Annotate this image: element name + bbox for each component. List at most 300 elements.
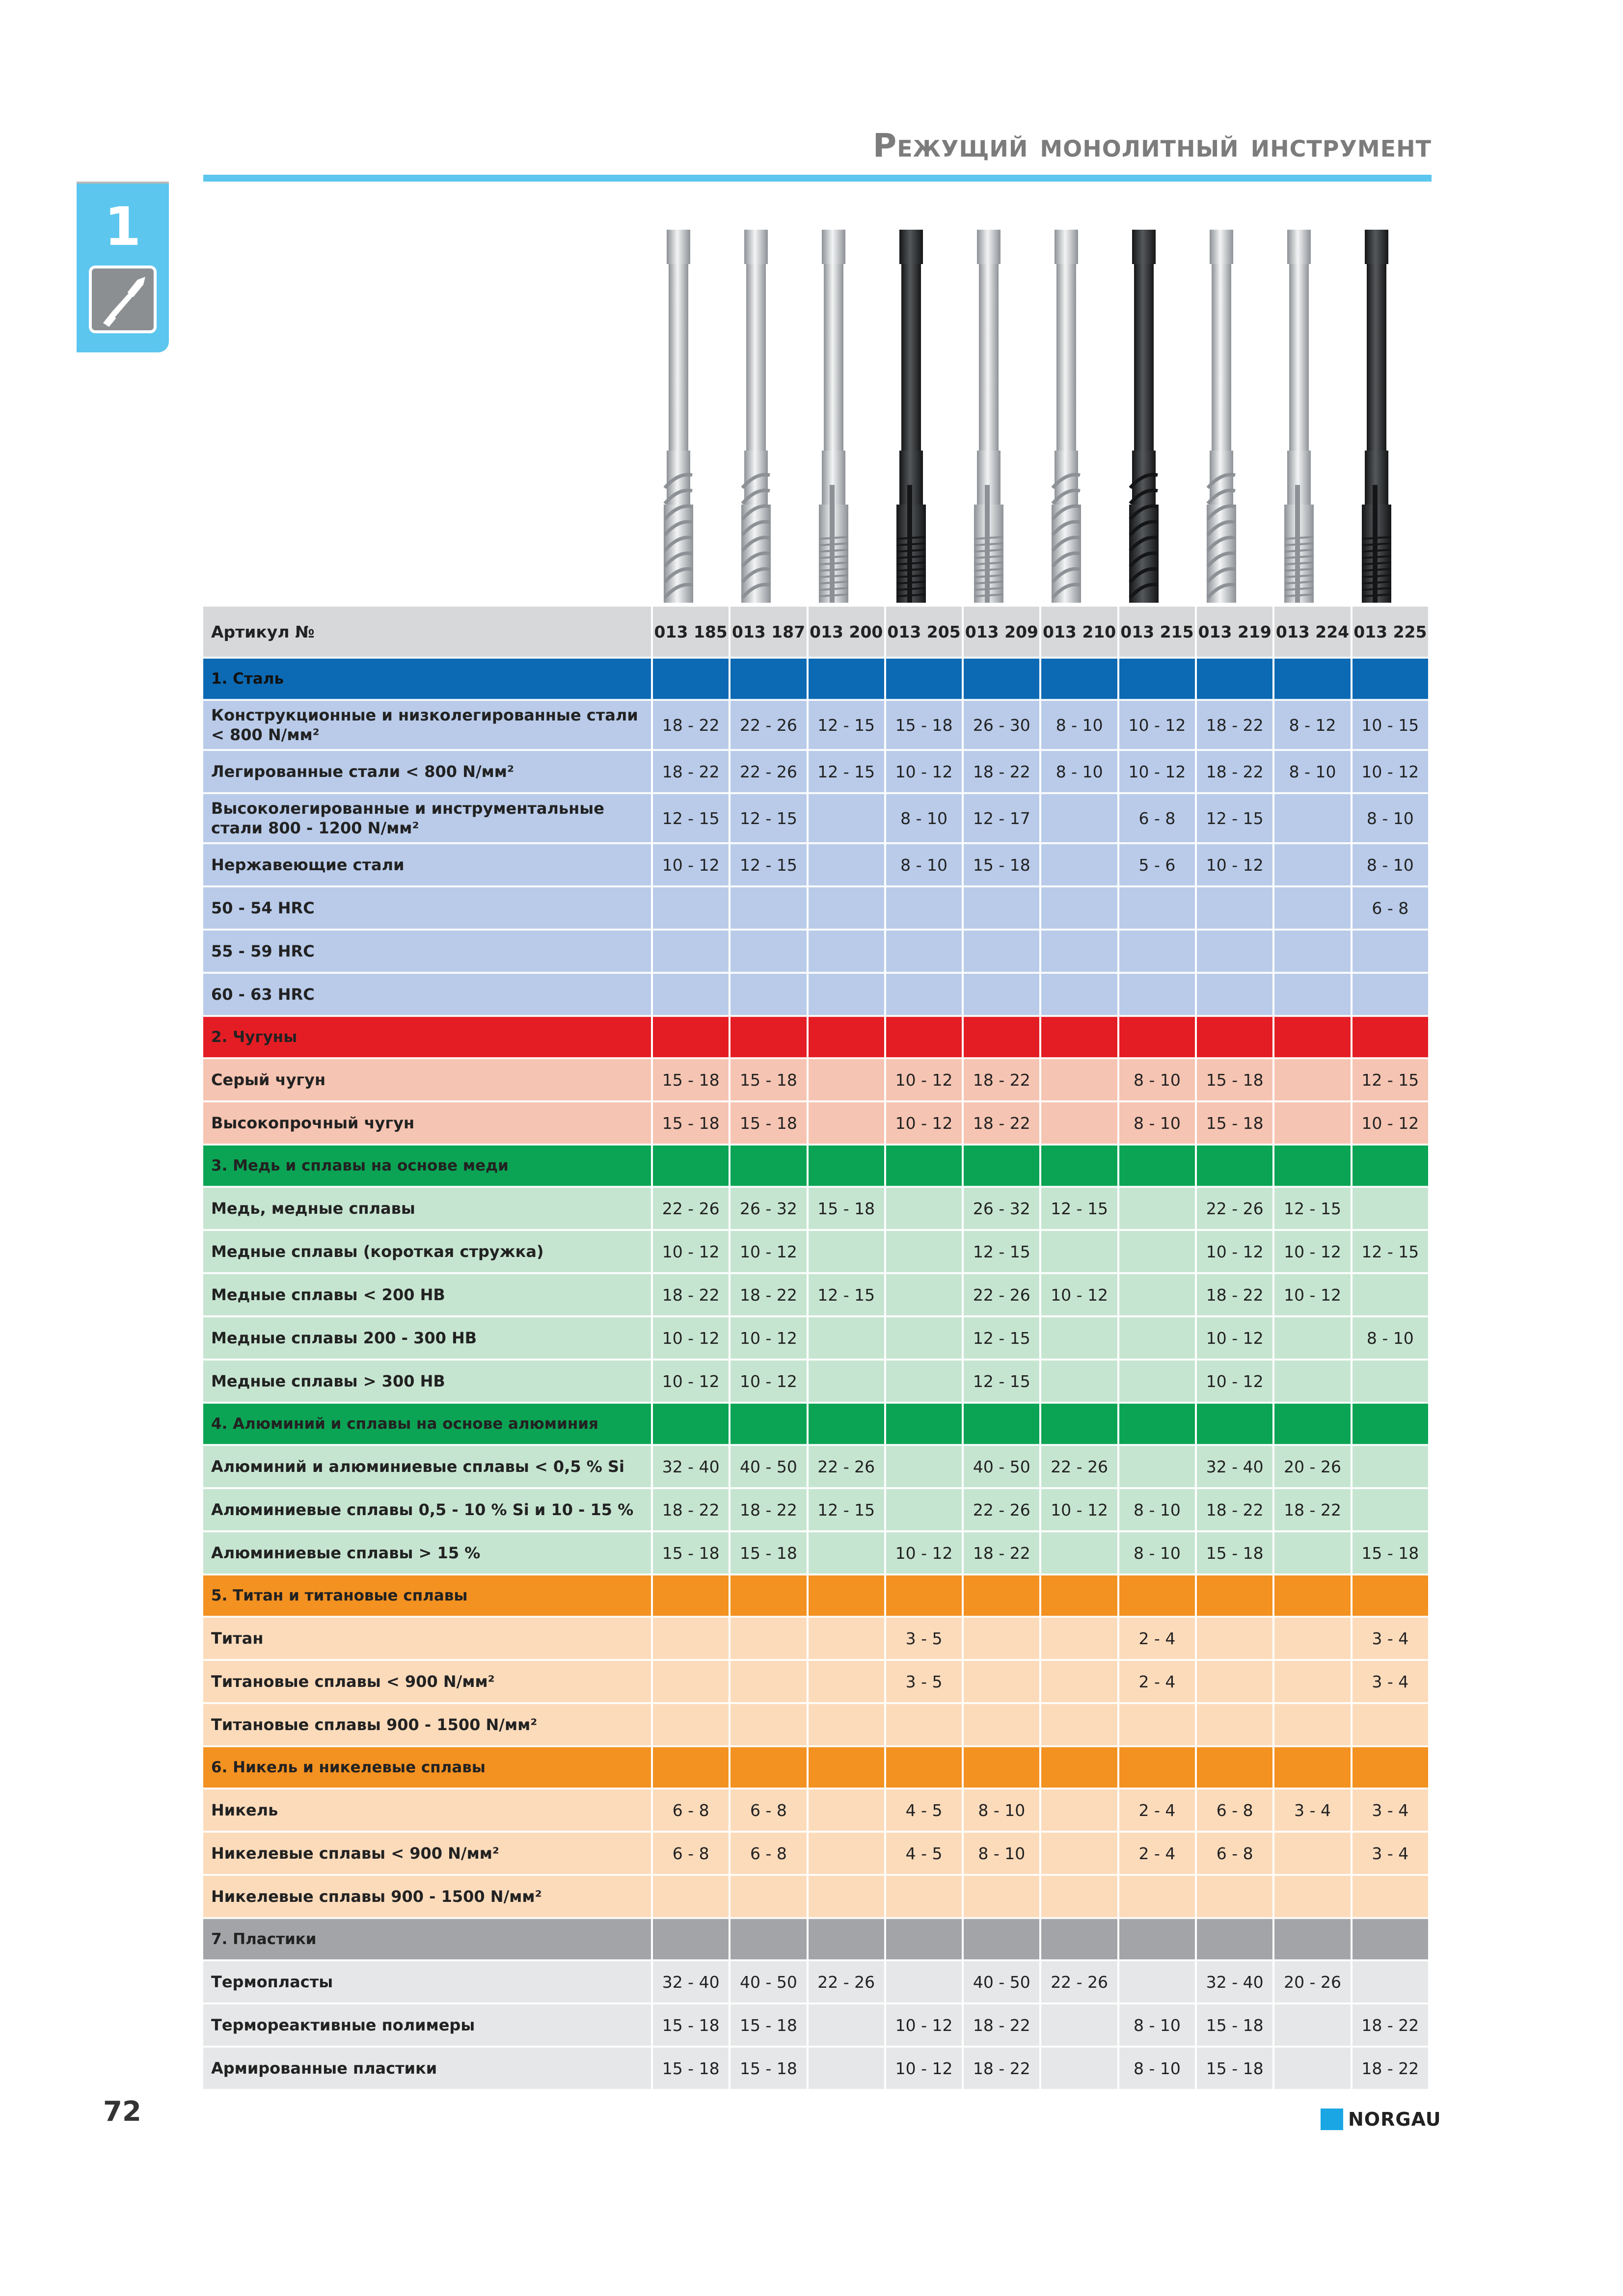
speed-value — [1118, 1187, 1196, 1230]
speed-value — [1273, 1058, 1351, 1101]
category-cell — [1196, 1918, 1273, 1960]
category-cell — [963, 1403, 1040, 1445]
speed-value — [963, 1875, 1040, 1918]
speed-value: 22 - 26 — [730, 750, 807, 793]
speed-value: 15 - 18 — [1196, 1101, 1273, 1145]
speed-value — [1040, 886, 1118, 930]
speed-value: 22 - 26 — [730, 700, 807, 750]
speed-value: 4 - 5 — [885, 1789, 963, 1832]
speed-value — [1040, 793, 1118, 843]
speed-value: 18 - 22 — [1196, 1273, 1273, 1316]
speed-value: 22 - 26 — [963, 1488, 1040, 1531]
tool-images — [655, 230, 1430, 603]
speed-value — [1040, 1832, 1118, 1875]
category-row — [203, 1746, 1429, 1789]
article-code: 013 215 — [1118, 607, 1196, 658]
speed-value: 32 - 40 — [1196, 1960, 1273, 2003]
speed-value: 10 - 12 — [1040, 1273, 1118, 1316]
speed-value — [1040, 1360, 1118, 1403]
speed-value: 3 - 4 — [1352, 1789, 1429, 1832]
tap-tool-image — [1280, 230, 1318, 603]
speed-value — [1040, 973, 1118, 1016]
speed-value — [1196, 886, 1273, 930]
speed-value — [1352, 973, 1429, 1016]
speed-value — [1040, 2003, 1118, 2047]
speed-value: 12 - 15 — [1040, 1187, 1118, 1230]
speed-value — [808, 793, 885, 843]
speed-value — [1118, 1703, 1196, 1746]
speed-value — [885, 1960, 963, 2003]
speed-value: 6 - 8 — [1118, 793, 1196, 843]
speed-value: 18 - 22 — [652, 700, 730, 750]
table-row — [203, 1875, 1429, 1918]
speed-value — [1352, 1960, 1429, 2003]
speed-value: 32 - 40 — [1196, 1445, 1273, 1488]
article-code: 013 200 — [808, 607, 885, 658]
speed-value: 22 - 26 — [1040, 1445, 1118, 1488]
category-cell — [1273, 658, 1351, 700]
category-cell — [885, 1918, 963, 1960]
speed-value — [1273, 1360, 1351, 1403]
speed-value: 12 - 15 — [1352, 1230, 1429, 1273]
speed-value — [652, 973, 730, 1016]
category-cell — [1118, 658, 1196, 700]
category-cell — [1118, 1145, 1196, 1187]
speed-value: 2 - 4 — [1118, 1832, 1196, 1875]
speed-value: 12 - 15 — [808, 700, 885, 750]
category-cell — [1118, 1746, 1196, 1789]
article-code: 013 209 — [963, 607, 1040, 658]
table-row — [203, 1703, 1429, 1746]
category-cell — [885, 1403, 963, 1445]
speed-value: 15 - 18 — [885, 700, 963, 750]
table-row — [203, 1660, 1429, 1703]
speed-value: 2 - 4 — [1118, 1660, 1196, 1703]
speed-value — [808, 1058, 885, 1101]
speed-value: 20 - 26 — [1273, 1960, 1351, 2003]
speed-value — [808, 2003, 885, 2047]
speed-value: 18 - 22 — [963, 2047, 1040, 2090]
tap-tool-image — [1125, 230, 1163, 603]
category-cell — [885, 1575, 963, 1617]
speed-value — [1273, 2047, 1351, 2090]
category-cell — [1352, 1746, 1429, 1789]
speed-value: 10 - 12 — [1118, 750, 1196, 793]
category-cell — [1040, 1746, 1118, 1789]
speed-value — [652, 1660, 730, 1703]
speed-value: 22 - 26 — [808, 1960, 885, 2003]
speed-value — [1040, 1875, 1118, 1918]
category-cell — [1352, 1918, 1429, 1960]
table-row — [203, 1445, 1429, 1488]
speed-value — [1352, 1360, 1429, 1403]
speed-value — [963, 930, 1040, 973]
speed-value — [1040, 843, 1118, 886]
speed-value — [808, 1660, 885, 1703]
speed-value: 15 - 18 — [652, 2003, 730, 2047]
tap-tool-image — [893, 230, 930, 603]
category-cell — [808, 1746, 885, 1789]
tap-tool-image — [970, 230, 1007, 603]
category-title: 6. Никель и никелевые сплавы — [203, 1746, 652, 1789]
speed-value: 12 - 15 — [808, 1273, 885, 1316]
speed-value: 8 - 10 — [1352, 1316, 1429, 1360]
speed-value: 15 - 18 — [652, 2047, 730, 2090]
material-label: 55 - 59 HRC — [203, 930, 652, 973]
material-label: Термопласты — [203, 1960, 652, 2003]
speed-value — [652, 1617, 730, 1660]
speed-value — [808, 930, 885, 973]
speed-value — [1273, 793, 1351, 843]
category-cell — [885, 1746, 963, 1789]
speed-value — [1273, 1101, 1351, 1145]
category-cell — [963, 1575, 1040, 1617]
speed-value: 10 - 15 — [1352, 700, 1429, 750]
brand-logo — [1321, 2109, 1441, 2130]
speed-value: 22 - 26 — [652, 1187, 730, 1230]
material-label: Никель — [203, 1789, 652, 1832]
speed-value: 8 - 10 — [1118, 1531, 1196, 1575]
category-cell — [1196, 1746, 1273, 1789]
speed-value — [652, 886, 730, 930]
category-cell — [1040, 1145, 1118, 1187]
category-cell — [1352, 1575, 1429, 1617]
speed-value: 15 - 18 — [652, 1058, 730, 1101]
speed-value — [885, 1360, 963, 1403]
speed-value: 10 - 12 — [1040, 1488, 1118, 1531]
speed-value — [652, 1875, 730, 1918]
speed-value — [1040, 1617, 1118, 1660]
speed-value — [963, 973, 1040, 1016]
speed-value: 18 - 22 — [963, 750, 1040, 793]
category-cell — [1352, 1403, 1429, 1445]
speed-value — [1040, 1101, 1118, 1145]
table-row — [203, 1316, 1429, 1360]
speed-value: 8 - 10 — [1118, 2003, 1196, 2047]
speed-value: 10 - 12 — [885, 1531, 963, 1575]
category-cell — [885, 658, 963, 700]
speed-value — [808, 1789, 885, 1832]
speed-value: 18 - 22 — [963, 1101, 1040, 1145]
speed-value — [1040, 2047, 1118, 2090]
speed-value — [1118, 1316, 1196, 1360]
speed-value: 18 - 22 — [1196, 700, 1273, 750]
category-cell — [652, 1145, 730, 1187]
speed-value: 22 - 26 — [1196, 1187, 1273, 1230]
category-cell — [1040, 1575, 1118, 1617]
category-cell — [808, 1575, 885, 1617]
material-label: Армированные пластики — [203, 2047, 652, 2090]
speed-value: 15 - 18 — [730, 1101, 807, 1145]
page-number: 72 — [103, 2096, 141, 2128]
material-label: Никелевые сплавы < 900 N/мм² — [203, 1832, 652, 1875]
speed-value: 10 - 12 — [652, 1230, 730, 1273]
speed-value — [1273, 1660, 1351, 1703]
category-cell — [1273, 1145, 1351, 1187]
speed-value: 15 - 18 — [963, 843, 1040, 886]
category-cell — [808, 1403, 885, 1445]
article-code: 013 205 — [885, 607, 963, 658]
speed-value: 10 - 12 — [1352, 750, 1429, 793]
speed-value — [730, 1703, 807, 1746]
cutting-speed-table — [203, 607, 1430, 2091]
speed-value — [1196, 973, 1273, 1016]
table-row — [203, 1230, 1429, 1273]
category-title: 2. Чугуны — [203, 1016, 652, 1058]
speed-value — [963, 886, 1040, 930]
material-label: Медные сплавы < 200 HB — [203, 1273, 652, 1316]
speed-value — [1352, 1445, 1429, 1488]
drill-icon — [88, 265, 157, 334]
speed-value — [1040, 1531, 1118, 1575]
speed-value: 3 - 4 — [1352, 1660, 1429, 1703]
speed-value — [963, 1660, 1040, 1703]
speed-value — [885, 973, 963, 1016]
speed-value: 3 - 4 — [1273, 1789, 1351, 1832]
category-row — [203, 1016, 1429, 1058]
material-label: Высоколегированные и инструментальные стали 800 - 1200 N/мм² — [203, 793, 652, 843]
speed-value — [652, 1703, 730, 1746]
speed-value: 8 - 10 — [885, 843, 963, 886]
category-cell — [1118, 1575, 1196, 1617]
speed-value: 5 - 6 — [1118, 843, 1196, 886]
speed-value: 10 - 12 — [652, 843, 730, 886]
speed-value: 10 - 12 — [652, 1316, 730, 1360]
speed-value: 18 - 22 — [1196, 750, 1273, 793]
speed-value: 26 - 32 — [963, 1187, 1040, 1230]
category-row — [203, 1918, 1429, 1960]
speed-value: 8 - 10 — [963, 1789, 1040, 1832]
speed-value: 10 - 12 — [885, 1058, 963, 1101]
material-label: Медные сплавы > 300 HB — [203, 1360, 652, 1403]
speed-value: 40 - 50 — [730, 1960, 807, 2003]
category-cell — [963, 1145, 1040, 1187]
brand-square-icon — [1321, 2109, 1343, 2130]
category-cell — [1273, 1575, 1351, 1617]
speed-value — [1352, 930, 1429, 973]
speed-value: 6 - 8 — [1196, 1832, 1273, 1875]
speed-value — [1273, 843, 1351, 886]
speed-value — [730, 973, 807, 1016]
speed-value — [1352, 1187, 1429, 1230]
speed-value — [885, 886, 963, 930]
speed-value: 40 - 50 — [963, 1445, 1040, 1488]
speed-value — [1273, 1531, 1351, 1575]
table-row — [203, 2047, 1429, 2090]
article-code: 013 185 — [652, 607, 730, 658]
tap-tool-image — [1048, 230, 1085, 603]
table-row — [203, 1187, 1429, 1230]
speed-value: 18 - 22 — [1352, 2003, 1429, 2047]
speed-value — [1273, 2003, 1351, 2047]
header-rule — [203, 175, 1432, 182]
category-cell — [730, 658, 807, 700]
speed-value: 8 - 10 — [1118, 1488, 1196, 1531]
speed-value: 8 - 10 — [963, 1832, 1040, 1875]
category-title: 7. Пластики — [203, 1918, 652, 1960]
category-title: 5. Титан и титановые сплавы — [203, 1575, 652, 1617]
speed-value: 8 - 10 — [885, 793, 963, 843]
speed-value — [730, 1660, 807, 1703]
speed-value: 8 - 10 — [1040, 700, 1118, 750]
category-cell — [963, 1918, 1040, 1960]
speed-value — [1273, 886, 1351, 930]
speed-value: 18 - 22 — [730, 1273, 807, 1316]
speed-value: 20 - 26 — [1273, 1445, 1351, 1488]
category-cell — [963, 1746, 1040, 1789]
speed-value — [1273, 1617, 1351, 1660]
speed-value: 6 - 8 — [730, 1789, 807, 1832]
speed-value — [1118, 1445, 1196, 1488]
category-cell — [808, 1145, 885, 1187]
speed-value: 15 - 18 — [730, 1058, 807, 1101]
speed-value: 3 - 5 — [885, 1617, 963, 1660]
speed-value: 8 - 10 — [1118, 1101, 1196, 1145]
speed-value: 12 - 15 — [1273, 1187, 1351, 1230]
table-row — [203, 1789, 1429, 1832]
category-cell — [1273, 1918, 1351, 1960]
speed-value — [1352, 1703, 1429, 1746]
tap-tool-image — [815, 230, 852, 603]
table-row — [203, 1832, 1429, 1875]
speed-value: 10 - 12 — [730, 1230, 807, 1273]
speed-value: 32 - 40 — [652, 1445, 730, 1488]
category-cell — [730, 1918, 807, 1960]
material-label: 60 - 63 HRC — [203, 973, 652, 1016]
speed-value — [1273, 1703, 1351, 1746]
speed-value: 26 - 30 — [963, 700, 1040, 750]
speed-value: 3 - 4 — [1352, 1617, 1429, 1660]
tap-tool-image — [660, 230, 697, 603]
speed-value: 6 - 8 — [1196, 1789, 1273, 1832]
speed-value — [1118, 1273, 1196, 1316]
speed-value — [808, 886, 885, 930]
speed-value: 15 - 18 — [652, 1531, 730, 1575]
speed-value: 15 - 18 — [1196, 1058, 1273, 1101]
category-cell — [1273, 1746, 1351, 1789]
category-cell — [808, 658, 885, 700]
speed-value: 10 - 12 — [730, 1360, 807, 1403]
category-cell — [1040, 1918, 1118, 1960]
speed-value: 3 - 5 — [885, 1660, 963, 1703]
speed-value: 18 - 22 — [963, 1058, 1040, 1101]
speed-value — [808, 1875, 885, 1918]
category-cell — [1040, 1403, 1118, 1445]
speed-value — [808, 973, 885, 1016]
speed-value: 22 - 26 — [808, 1445, 885, 1488]
speed-value — [1352, 1273, 1429, 1316]
material-label: Высокопрочный чугун — [203, 1101, 652, 1145]
speed-value — [885, 1703, 963, 1746]
speed-value: 10 - 12 — [730, 1316, 807, 1360]
speed-value — [1273, 973, 1351, 1016]
material-label: Алюминиевые сплавы > 15 % — [203, 1531, 652, 1575]
speed-value — [1118, 930, 1196, 973]
speed-value: 12 - 15 — [808, 750, 885, 793]
speed-value: 10 - 12 — [1273, 1230, 1351, 1273]
category-cell — [652, 1403, 730, 1445]
speed-value — [1273, 1832, 1351, 1875]
speed-value: 10 - 12 — [1118, 700, 1196, 750]
speed-value — [808, 1360, 885, 1403]
speed-value: 26 - 32 — [730, 1187, 807, 1230]
category-cell — [963, 1016, 1040, 1058]
material-label: 50 - 54 HRC — [203, 886, 652, 930]
tap-tool-image — [1358, 230, 1395, 603]
speed-value — [885, 930, 963, 973]
speed-value: 10 - 12 — [1196, 843, 1273, 886]
speed-value: 18 - 22 — [1352, 2047, 1429, 2090]
speed-value: 12 - 15 — [730, 793, 807, 843]
speed-value: 4 - 5 — [885, 1832, 963, 1875]
table-row — [203, 1960, 1429, 2003]
speed-value: 12 - 15 — [730, 843, 807, 886]
category-cell — [730, 1746, 807, 1789]
speed-value: 8 - 10 — [1273, 750, 1351, 793]
speed-value — [1118, 973, 1196, 1016]
speed-value — [1040, 930, 1118, 973]
speed-value — [885, 1273, 963, 1316]
speed-value: 10 - 12 — [1196, 1360, 1273, 1403]
article-code: 013 210 — [1040, 607, 1118, 658]
material-label: Алюминий и алюминиевые сплавы < 0,5 % Si — [203, 1445, 652, 1488]
speed-value: 10 - 12 — [1196, 1230, 1273, 1273]
category-cell — [730, 1575, 807, 1617]
table-row — [203, 1531, 1429, 1575]
table-row — [203, 1101, 1429, 1145]
category-cell — [1273, 1403, 1351, 1445]
speed-value: 10 - 12 — [885, 2047, 963, 2090]
brand-name: NORGAU — [1348, 2109, 1441, 2130]
speed-value — [1118, 1360, 1196, 1403]
category-cell — [963, 658, 1040, 700]
speed-value — [730, 930, 807, 973]
table-row — [203, 793, 1429, 843]
speed-value: 18 - 22 — [963, 1531, 1040, 1575]
category-cell — [1118, 1016, 1196, 1058]
category-cell — [1118, 1918, 1196, 1960]
material-label: Медные сплавы 200 - 300 HB — [203, 1316, 652, 1360]
category-cell — [652, 1575, 730, 1617]
speed-value — [652, 930, 730, 973]
speed-value: 6 - 8 — [652, 1832, 730, 1875]
category-cell — [1352, 1145, 1429, 1187]
material-label: Медные сплавы (короткая стружка) — [203, 1230, 652, 1273]
speed-value — [808, 843, 885, 886]
speed-value: 18 - 22 — [652, 750, 730, 793]
category-row — [203, 1403, 1429, 1445]
speed-value — [1040, 1058, 1118, 1101]
speed-value — [1040, 1789, 1118, 1832]
article-code: 013 219 — [1196, 607, 1273, 658]
speed-value — [1196, 1703, 1273, 1746]
speed-value — [1040, 1660, 1118, 1703]
speed-value — [885, 1445, 963, 1488]
speed-value — [1040, 1316, 1118, 1360]
speed-value: 18 - 22 — [1273, 1488, 1351, 1531]
page-title: Режущий монолитный инструмент — [872, 127, 1432, 164]
speed-value — [808, 1617, 885, 1660]
material-label: Титановые сплавы < 900 N/мм² — [203, 1660, 652, 1703]
speed-value: 15 - 18 — [652, 1101, 730, 1145]
speed-value — [885, 1316, 963, 1360]
speed-value — [730, 1617, 807, 1660]
category-cell — [1196, 658, 1273, 700]
tap-tool-image — [1203, 230, 1240, 603]
speed-value — [730, 1875, 807, 1918]
speed-value: 32 - 40 — [652, 1960, 730, 2003]
speed-value: 8 - 10 — [1118, 1058, 1196, 1101]
